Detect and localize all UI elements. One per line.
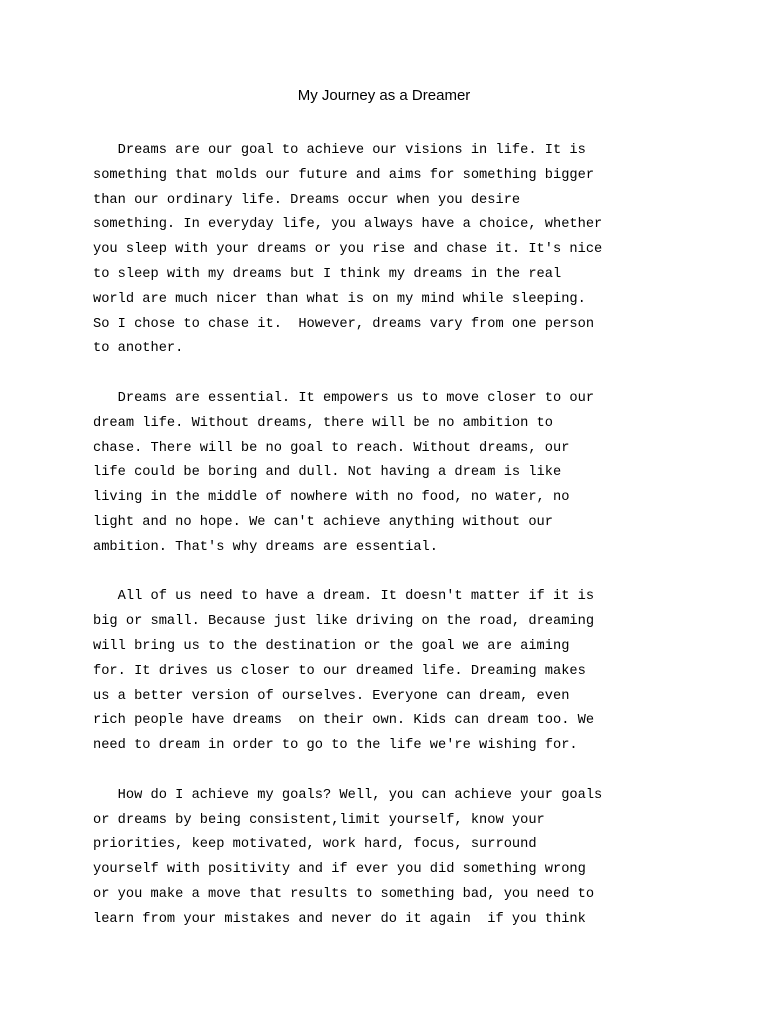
- paragraph-1: [93, 139, 693, 362]
- paragraph-line: learn from your mistakes and never do it again if you think: [93, 911, 586, 927]
- paragraph-line: to sleep with my dreams but I think my dreams in the real: [93, 266, 562, 282]
- paragraph-line: How do I achieve my goals? Well, you can achieve your goals: [93, 787, 603, 803]
- paragraph-line: for. It drives us closer to our dreamed life. Dreaming makes: [93, 663, 586, 679]
- paragraph-3: [93, 585, 693, 759]
- paragraph-line: All of us need to have a dream. It doesn't matter if it is: [93, 589, 595, 605]
- paragraph-line: Dreams are our goal to achieve our visions in life. It is: [93, 143, 586, 158]
- paragraph-line: chase. There will be no goal to reach. Without dreams, our: [93, 440, 570, 456]
- paragraph-line: ambition. That's why dreams are essential.: [93, 539, 438, 555]
- paragraph-line: world are much nicer than what is on my mind while sleeping.: [93, 291, 586, 307]
- paragraph-line: than our ordinary life. Dreams occur when you desire: [93, 192, 521, 208]
- paragraph-line: us a better version of ourselves. Everyone can dream, even: [93, 688, 570, 704]
- paragraph-line: you sleep with your dreams or you rise and chase it. It's nice: [93, 242, 603, 258]
- paragraph-line: will bring us to the destination or the goal we are aiming: [93, 638, 570, 654]
- paragraph-line: something. In everyday life, you always have a choice, whether: [93, 217, 603, 233]
- paragraph-line: or you make a move that results to something bad, you need to: [93, 886, 595, 902]
- paragraph-line: dream life. Without dreams, there will be no ambition to: [93, 415, 553, 431]
- paragraph-line: need to dream in order to go to the life we're wishing for.: [93, 738, 578, 754]
- paragraph-line: Dreams are essential. It empowers us to move closer to our: [93, 390, 595, 406]
- paragraph-line: light and no hope. We can't achieve anything without our: [93, 514, 553, 530]
- paragraph-line: priorities, keep motivated, work hard, focus, surround: [93, 837, 537, 853]
- document-body: [93, 139, 693, 957]
- paragraph-line: So I chose to chase it. However, dreams vary from one person: [93, 316, 595, 332]
- paragraph-line: big or small. Because just like driving on the road, dreaming: [93, 614, 595, 630]
- paragraph-line: life could be boring and dull. Not having a dream is like: [93, 465, 562, 481]
- document-title: My Journey as a Dreamer: [297, 87, 471, 104]
- paragraph-line: to another.: [93, 341, 184, 357]
- paragraph-line: rich people have dreams on their own. Kids can dream too. We: [93, 713, 595, 729]
- paragraph-line: living in the middle of nowhere with no food, no water, no: [93, 490, 570, 506]
- paragraph-2: [93, 387, 693, 561]
- paragraph-line: yourself with positivity and if ever you did something wrong: [93, 862, 586, 878]
- paragraph-line: or dreams by being consistent,limit yourself, know your: [93, 812, 545, 828]
- paragraph-line: something that molds our future and aims for something bigger: [93, 167, 595, 183]
- paragraph-4: [93, 784, 693, 933]
